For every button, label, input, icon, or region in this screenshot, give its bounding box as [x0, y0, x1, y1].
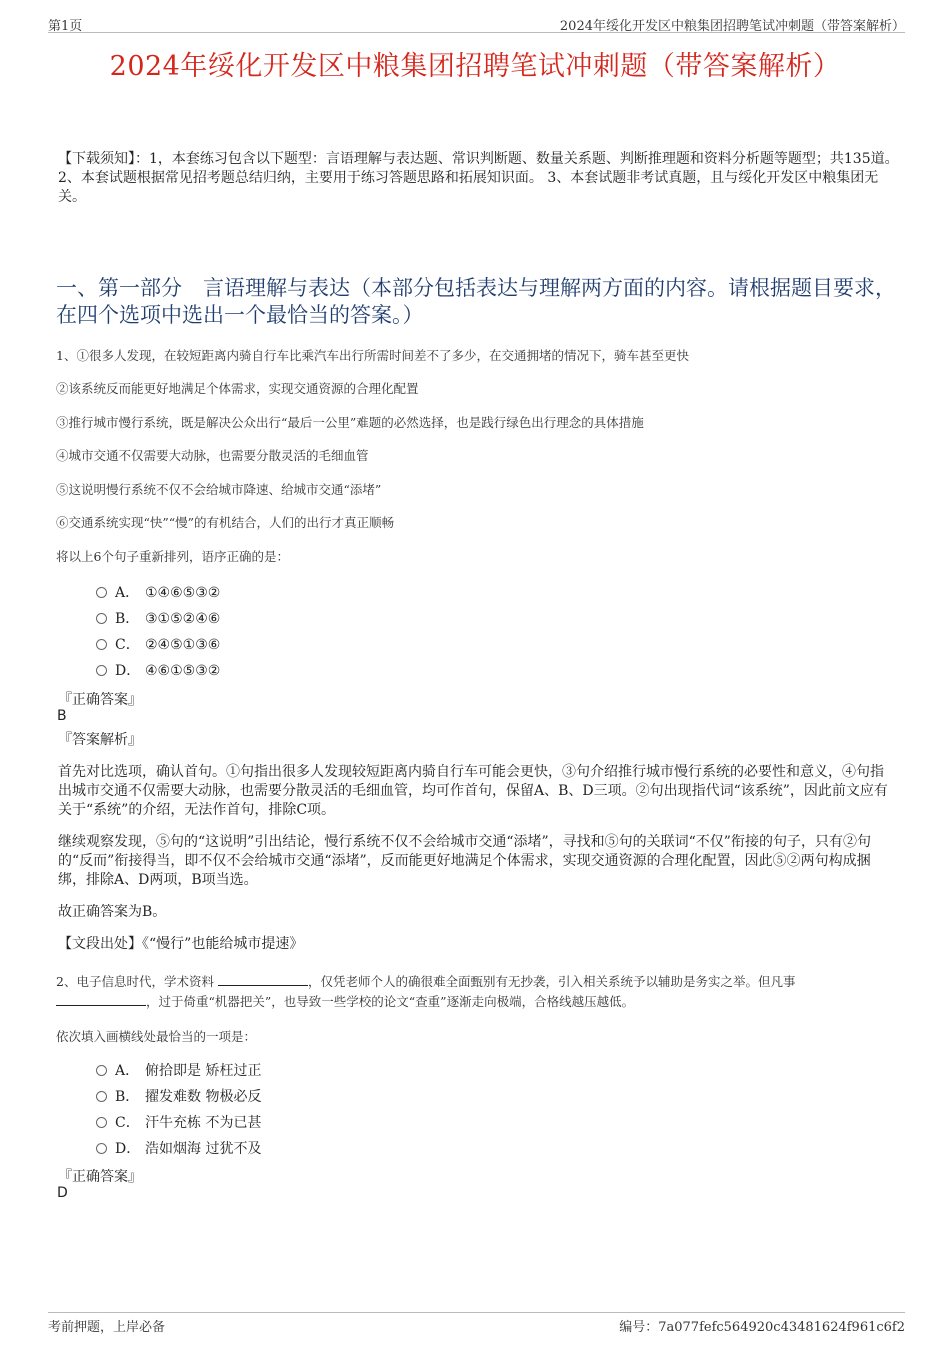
download-notice: 【下载须知】：1，本套练习包含以下题型：言语理解与表达题、常识判断题、数量关系题、判断推理题和资料分析题等题型；共135道。 2、本套试题根据常见招考题总结归纳，主要用于练习答题思路和拓展知识面。 3、本套试题非考试真题，且与绥化开发区中粮集团无关。 [58, 151, 899, 205]
answer-label: 『正确答案』 [58, 692, 142, 708]
radio-icon[interactable] [96, 1091, 107, 1102]
radio-icon[interactable] [96, 665, 107, 676]
q2-option-b[interactable]: B． 擢发难数 物极必反 [96, 1087, 261, 1107]
q1-line: ⑤这说明慢行系统不仅不会给城市降速、给城市交通“添堵” [56, 482, 382, 497]
q2-option-c[interactable]: C． 汗牛充栋 不为已甚 [96, 1113, 261, 1133]
q2-stem: 2、电子信息时代，学术资料 ，仅凭老师个人的确很难全面甄别有无抄袭，引入相关系统予以辅助是务实之举。但凡事 ，过于倚重“机器把关”，也导致一些学校的论文“查重”逐渐走向极端，合格线越压越低。 [56, 974, 796, 1009]
footer-slogan: 考前押题，上岸必备 [48, 1320, 166, 1335]
section-title: 一、第一部分 言语理解与表达（本部分包括表达与理解两方面的内容。请根据题目要求，在四个选项中选出一个最恰当的答案。） [56, 276, 896, 327]
q1-line: ③推行城市慢行系统，既是解决公众出行“最后一公里”难题的必然选择，也是践行绿色出行理念的具体措施 [56, 415, 644, 430]
q1-option-a[interactable]: A． ①④⑥⑤③② [96, 583, 220, 603]
radio-icon[interactable] [96, 613, 107, 624]
q1-line: ②该系统反而能更好地满足个体需求，实现交通资源的合理化配置 [56, 381, 419, 396]
fill-blank [218, 974, 308, 986]
page-number: 第1页 [48, 19, 83, 34]
radio-icon[interactable] [96, 1065, 107, 1076]
source-citation: 【文段出处】《“慢行”也能给城市提速》 [58, 936, 304, 952]
q1-option-c[interactable]: C． ②④⑤①③⑥ [96, 635, 220, 655]
analysis-label: 『答案解析』 [58, 732, 142, 748]
page-footer [48, 1312, 905, 1337]
footer-doc-id: 编号：7a077fefc564920c43481624f961c6f2 [619, 1320, 905, 1335]
analysis-paragraph: 继续观察发现，⑤句的“这说明”引出结论，慢行系统不仅不会给城市交通“添堵”，寻找和⑤句的关联词“不仅”衔接的句子，只有②句的“反而”衔接得当，即不仅不会给城市交通“添堵”，反而能更好地满足个体需求，实现交通资源的合理化配置，因此⑤②两句构成捆绑，排除A、D两项，B项当选。 [58, 834, 871, 888]
answer-value: D [57, 1185, 68, 1201]
q1-line: 1、①很多人发现，在较短距离内骑自行车比乘汽车出行所需时间差不了多少，在交通拥堵的情况下，骑车甚至更快 [56, 348, 689, 363]
analysis-conclusion: 故正确答案为B。 [58, 904, 167, 920]
q1-option-b[interactable]: B． ③①⑤②④⑥ [96, 609, 220, 629]
q2-prompt: 依次填入画横线处最恰当的一项是： [56, 1029, 257, 1044]
answer-value: B [57, 708, 67, 724]
radio-icon[interactable] [96, 1143, 107, 1154]
header-doc-title: 2024年绥化开发区中粮集团招聘笔试冲刺题（带答案解析） [559, 19, 905, 34]
analysis-paragraph: 首先对比选项，确认首句。①句指出很多人发现较短距离内骑自行车可能会更快，③句介绍推行城市慢行系统的必要性和意义，④句指出城市交通不仅需要大动脉，也需要分散灵活的毛细血管，均可作首句，保留A、B、D三项。②句出现指代词“该系统”，因此前文应有关于“系统”的介绍，无法作首句，排除C项。 [58, 764, 888, 818]
fill-blank [56, 994, 146, 1006]
q2-option-a[interactable]: A． 俯拾即是 矫枉过正 [96, 1061, 261, 1081]
q2-option-d[interactable]: D． 浩如烟海 过犹不及 [96, 1139, 261, 1159]
q1-line: ⑥交通系统实现“快”“慢”的有机结合，人们的出行才真正顺畅 [56, 515, 395, 530]
q1-option-d[interactable]: D． ④⑥①⑤③② [96, 661, 220, 681]
q1-line: ④城市交通不仅需要大动脉，也需要分散灵活的毛细血管 [56, 448, 369, 463]
answer-label: 『正确答案』 [58, 1169, 142, 1185]
radio-icon[interactable] [96, 587, 107, 598]
radio-icon[interactable] [96, 1117, 107, 1128]
q1-prompt: 将以上6个句子重新排列，语序正确的是： [56, 549, 289, 564]
page-header [48, 12, 905, 33]
radio-icon[interactable] [96, 639, 107, 650]
page-title: 2024年绥化开发区中粮集团招聘笔试冲刺题（带答案解析） [109, 51, 841, 82]
